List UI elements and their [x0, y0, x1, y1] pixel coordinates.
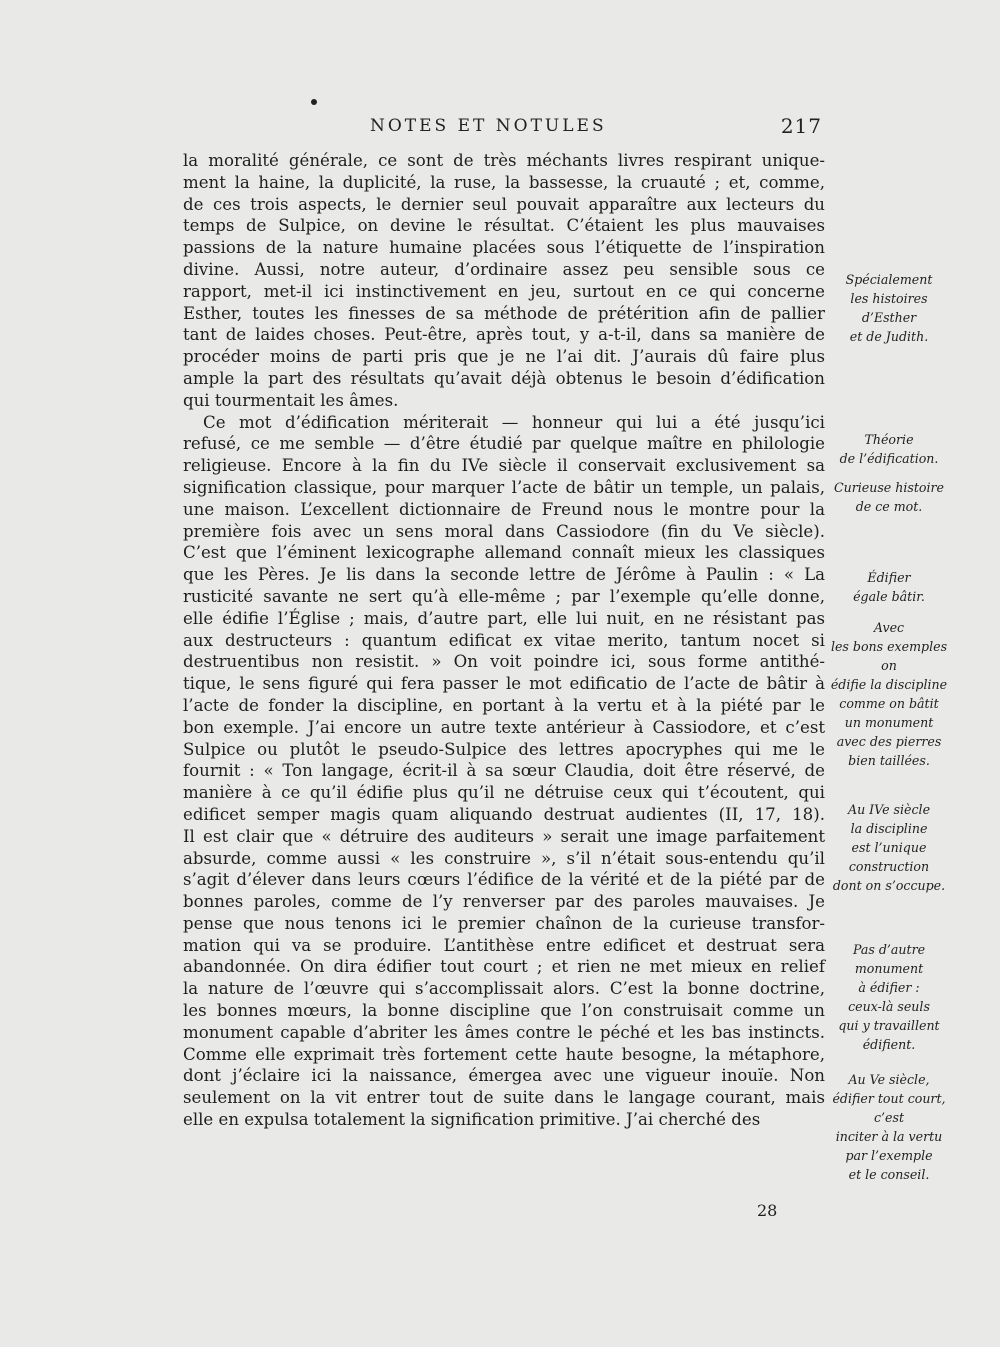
text-line: manière à ce qu’il édifie plus qu’il ne détruise ceux qui t’écoutent, qui [183, 783, 825, 803]
text-line: bon exemple. J’ai encore un autre texte antérieur à Cassiodore, et c’est [183, 717, 825, 737]
text-line: absurde, comme aussi « les construire », s’il n’était sous-entendu qu’il [183, 848, 825, 868]
text-line: elle en expulsa totalement la signification primitive. J’ai cherché des [183, 1110, 761, 1130]
running-title: NOTES ET NOTULES [370, 116, 607, 136]
text-line: refusé, ce me semble — d’être étudié par quelque maître en philologie [183, 434, 825, 454]
text-line: Sulpice ou plutôt le pseudo-Sulpice des lettres apocryphes qui me le [183, 739, 825, 759]
text-line: Il est clair que « détruire des auditeurs » serait une image parfaitement [183, 826, 825, 846]
margin-note: Théorie de l’édification. [839, 432, 939, 466]
text-line: que les Pères. Je lis dans la seconde lettre de Jérôme à Paulin : « La [183, 565, 825, 585]
text-line: signification classique, pour marquer l’acte de bâtir un temple, un palais, [183, 477, 825, 497]
text-line: l’acte de fonder la discipline, en portant à la vertu et à la piété par le [183, 695, 825, 715]
text-line: religieuse. Encore à la fin du IVe siècle il conservait exclusivement sa [183, 456, 825, 476]
text-line: fournit : « Ton langage, écrit-il à sa sœur Claudia, doit être réservé, de [183, 761, 825, 781]
text-line: passions de la nature humaine placées sous l’étiquette de l’inspiration [183, 238, 825, 258]
text-line: de ces trois aspects, le dernier seul pouvait apparaître aux lecteurs du [183, 194, 825, 214]
text-line: edificet semper magis quam aliquando destruat audientes (II, 17, 18). [183, 804, 825, 824]
text-line: ment la haine, la duplicité, la ruse, la bassesse, la cruauté ; et, comme, [183, 172, 825, 192]
margin-note: Pas d’autre monument à édifier : ceux-là seuls qui y travaillent édifient. [838, 942, 940, 1052]
text-line: divine. Aussi, notre auteur, d’ordinaire assez peu sensible sous ce [183, 259, 825, 279]
text-line: Comme elle exprimait très fortement cette haute besogne, la métaphore, [183, 1044, 825, 1064]
text-line: monument capable d’abriter les âmes contre le péché et les bas instincts. [183, 1022, 825, 1042]
text-line: tique, le sens figuré qui fera passer le mot edificatio de l’acte de bâtir à [183, 674, 825, 694]
main-text [183, 150, 825, 1131]
text-line: destruentibus non resistit. » On voit poindre ici, sous forme antithé- [183, 652, 825, 672]
margin-note: Spécialement les histoires d’Esther et de Judith. [845, 272, 933, 344]
text-line: C’est que l’éminent lexicographe allemand connaît mieux les classiques [183, 543, 825, 563]
text-line: la moralité générale, ce sont de très méchants livres respirant unique- [183, 151, 825, 170]
text-line: la nature de l’œuvre qui s’accomplissait alors. C’est la bonne doctrine, [183, 979, 825, 999]
text-line: Esther, toutes les finesses de sa méthode de prétérition afin de pallier [183, 303, 825, 323]
text-line: bonnes paroles, comme de l’y renverser par des paroles mauvaises. Je [183, 892, 825, 912]
text-line: ample la part des résultats qu’avait déjà obtenus le besoin d’édification [183, 368, 825, 388]
text-line: tant de laides choses. Peut-être, après tout, y a-t-il, dans sa manière de [183, 325, 825, 345]
text-line: s’agit d’élever dans leurs cœurs l’édifice de la vérité et de la piété par de [183, 870, 825, 890]
text-line: rusticité savante ne sert qu’à elle-même ; par l’exemple qu’elle donne, [183, 586, 825, 606]
margin-note: Au Ve siècle, édifier tout court, c’est inciter à la vertu par l’exemple et le conseil. [832, 1072, 946, 1182]
text-line: première fois avec un sens moral dans Cassiodore (fin du Ve siècle). [183, 521, 825, 541]
margin-note: Avec les bons exemples on édifie la discipline comme on bâtit un monument avec des pierres bien taillées. [830, 620, 948, 768]
text-line: une maison. L’excellent dictionnaire de Freund nous le montre pour la [183, 499, 825, 519]
text-line: qui tourmentait les âmes. [183, 390, 399, 410]
margin-note: Au IVe siècle la discipline est l’unique construction dont on s’occupe. [832, 802, 946, 893]
text-line: pense que nous tenons ici le premier chaînon de la curieuse transfor- [183, 913, 825, 933]
margin-note: Édifier égale bâtir. [853, 570, 925, 604]
signature-mark: 28 [757, 1201, 778, 1220]
text-line: procéder moins de parti pris que je ne l’ai dit. J’aurais dû faire plus [183, 347, 825, 367]
ink-speck [311, 99, 317, 105]
text-line: temps de Sulpice, on devine le résultat. C’étaient les plus mauvaises [183, 216, 825, 236]
running-header [370, 116, 830, 136]
text-line: seulement on la vit entrer tout de suite dans le langage courant, mais [183, 1088, 825, 1108]
text-line: elle édifie l’Église ; mais, d’autre part, elle lui nuit, en ne résistant pas [183, 608, 825, 628]
text-line: aux destructeurs : quantum edificat ex vitae merito, tantum nocet si [183, 630, 825, 650]
text-line: dont j’éclaire ici la naissance, émergea avec une vigueur inouïe. Non [183, 1066, 825, 1086]
text-line: abandonnée. On dira édifier tout court ; et rien ne met mieux en relief [183, 957, 825, 977]
text-line: rapport, met-il ici instinctivement en jeu, surtout en ce qui concerne [183, 281, 825, 301]
margin-note: Curieuse histoire de ce mot. [833, 480, 945, 514]
text-line: les bonnes mœurs, la bonne discipline que l’on construisait comme un [183, 1001, 825, 1021]
text-line: Ce mot d’édification mériterait — honneur qui lui a été jusqu’ici [203, 412, 825, 432]
text-line: mation qui va se produire. L’antithèse entre edificet et destruat sera [183, 935, 825, 955]
page-number: 217 [780, 114, 822, 138]
